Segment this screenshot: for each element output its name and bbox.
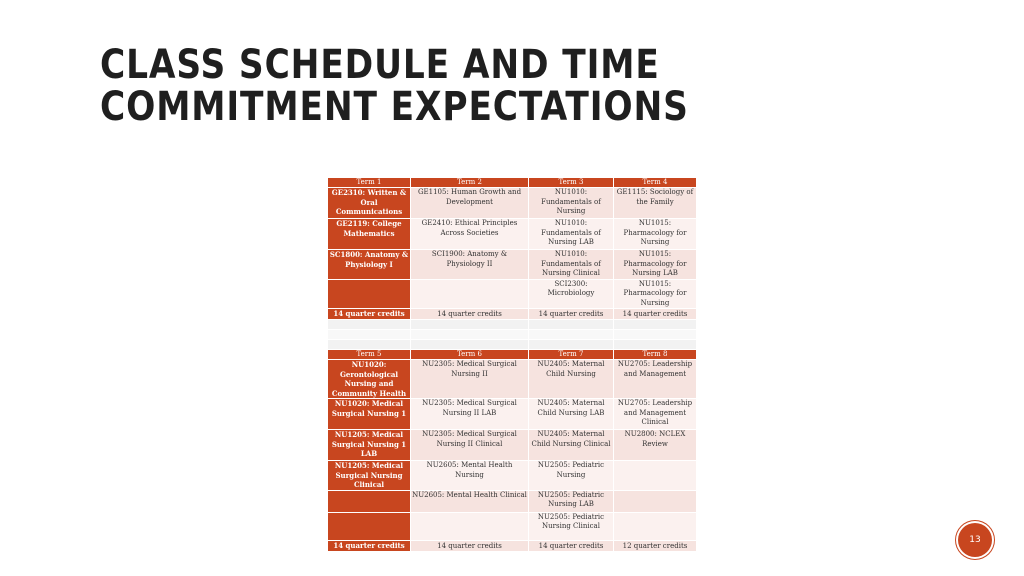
course-cell: NU2505: Pediatric Nursing LAB (529, 490, 614, 512)
credits-row (328, 309, 697, 320)
course-cell: NU2405: Maternal Child Nursing (529, 360, 614, 399)
table-row (328, 399, 697, 430)
credits-cell: 14 quarter credits (411, 540, 529, 551)
table-row (328, 430, 697, 461)
table-row (328, 250, 697, 280)
table-row (328, 512, 697, 540)
course-cell: GE1115: Sociology of the Family (614, 188, 697, 219)
header-term-4: Term 4 (614, 178, 697, 188)
course-cell: SCI1900: Anatomy & Physiology II (411, 250, 529, 280)
credits-cell: 14 quarter credits (614, 309, 697, 320)
course-cell: NU1205: Medical Surgical Nursing 1 LAB (328, 430, 411, 461)
course-cell: NU1010: Fundamentals of Nursing LAB (529, 219, 614, 250)
table-row (328, 461, 697, 491)
credits-cell: 14 quarter credits (529, 309, 614, 320)
course-cell: NU1015: Pharmacology for Nursing (614, 219, 697, 250)
course-cell: NU1205: Medical Surgical Nursing Clinical (328, 461, 411, 491)
course-cell: NU1020: Gerontological Nursing and Community Health (328, 360, 411, 399)
course-cell: NU2305: Medical Surgical Nursing II LAB (411, 399, 529, 430)
credits-cell: 14 quarter credits (529, 540, 614, 551)
course-cell: SCI2300: Microbiology (529, 279, 614, 309)
course-cell (614, 512, 697, 540)
credits-cell: 14 quarter credits (328, 309, 411, 320)
spacer-row (328, 320, 697, 330)
course-cell: NU2305: Medical Surgical Nursing II (411, 360, 529, 399)
slide-number-badge (958, 523, 992, 557)
header-term-3: Term 3 (529, 178, 614, 188)
course-cell: NU1020: Medical Surgical Nursing 1 (328, 399, 411, 430)
credits-cell: 12 quarter credits (614, 540, 697, 551)
course-cell: NU1010: Fundamentals of Nursing Clinical (529, 250, 614, 280)
class-schedule-table (327, 177, 697, 552)
course-cell: GE1105: Human Growth and Development (411, 188, 529, 219)
course-cell: NU1015: Pharmacology for Nursing (614, 279, 697, 309)
spacer-row (328, 340, 697, 350)
slide-title: CLASS SCHEDULE AND TIME COMMITMENT EXPECTATIONS (100, 42, 689, 130)
course-cell: NU2705: Leadership and Management (614, 360, 697, 399)
course-cell: NU2605: Mental Health Nursing (411, 461, 529, 491)
slide-number: 13 (969, 535, 981, 545)
header-term-1: Term 1 (328, 178, 411, 188)
course-cell: NU2405: Maternal Child Nursing LAB (529, 399, 614, 430)
course-cell (614, 461, 697, 491)
table-row (328, 188, 697, 219)
course-cell (614, 490, 697, 512)
course-cell (328, 490, 411, 512)
course-cell: GE2410: Ethical Principles Across Societies (411, 219, 529, 250)
course-cell (411, 512, 529, 540)
header-term-7: Term 7 (529, 350, 614, 360)
course-cell: GE2119: College Mathematics (328, 219, 411, 250)
credits-cell: 14 quarter credits (411, 309, 529, 320)
course-cell: SC1800: Anatomy & Physiology I (328, 250, 411, 280)
header-term-2: Term 2 (411, 178, 529, 188)
course-cell: NU1015: Pharmacology for Nursing LAB (614, 250, 697, 280)
course-cell: GE2310: Written & Oral Communications (328, 188, 411, 219)
table-row (328, 360, 697, 399)
table-row (328, 219, 697, 250)
header-term-6: Term 6 (411, 350, 529, 360)
course-cell: NU2800: NCLEX Review (614, 430, 697, 461)
spacer-row (328, 330, 697, 340)
course-cell (328, 279, 411, 309)
table-row (328, 279, 697, 309)
course-cell: NU2505: Pediatric Nursing Clinical (529, 512, 614, 540)
credits-row (328, 540, 697, 551)
header-row-terms-1-4 (328, 178, 697, 188)
course-cell: NU2405: Maternal Child Nursing Clinical (529, 430, 614, 461)
course-cell: NU1010: Fundamentals of Nursing (529, 188, 614, 219)
course-cell (411, 279, 529, 309)
course-cell: NU2605: Mental Health Clinical (411, 490, 529, 512)
header-term-5: Term 5 (328, 350, 411, 360)
header-term-8: Term 8 (614, 350, 697, 360)
header-row-terms-5-8 (328, 350, 697, 360)
table-row (328, 490, 697, 512)
course-cell (328, 512, 411, 540)
course-cell: NU2505: Pediatric Nursing (529, 461, 614, 491)
course-cell: NU2305: Medical Surgical Nursing II Clinical (411, 430, 529, 461)
credits-cell: 14 quarter credits (328, 540, 411, 551)
course-cell: NU2705: Leadership and Management Clinical (614, 399, 697, 430)
